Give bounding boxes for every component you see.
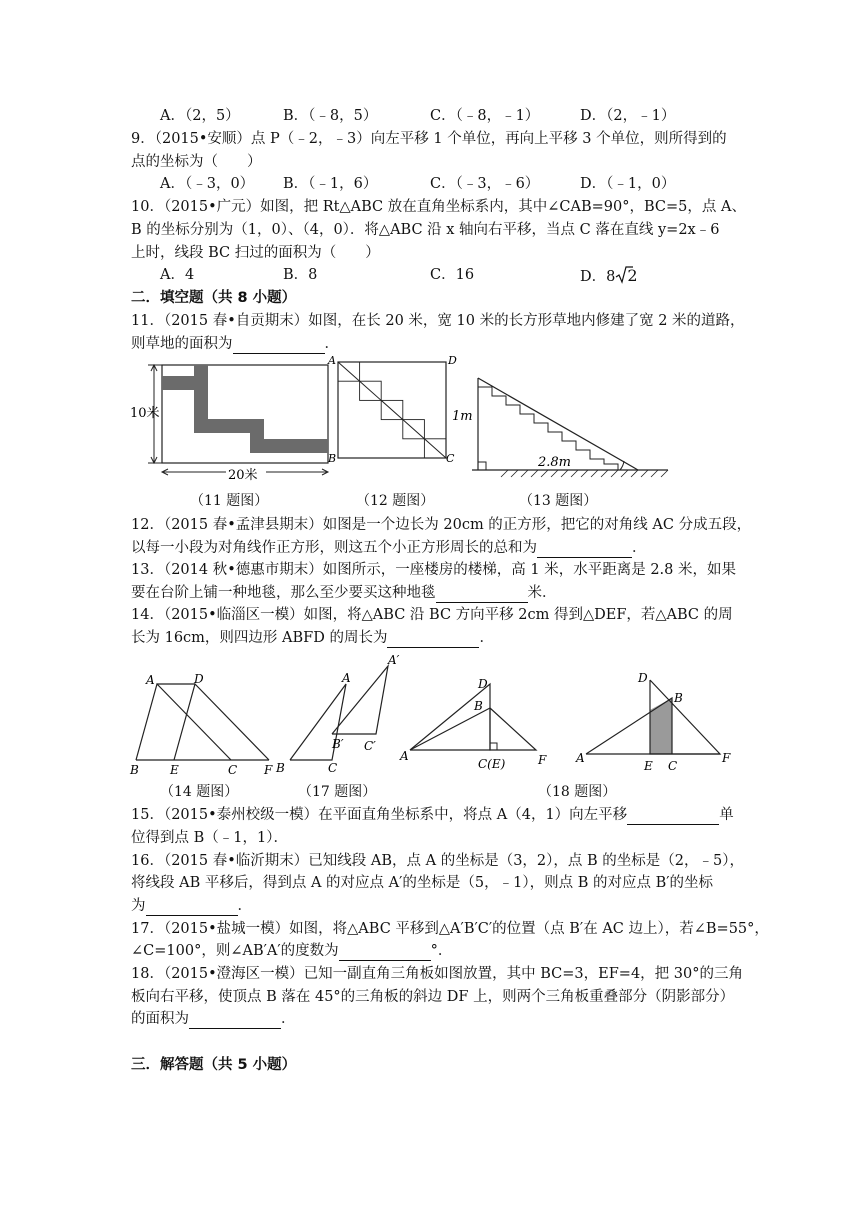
- q15-line1-text: 15．（2015•泰州校级一模）在平面直角坐标系中，将点 A（4，1）向左平移: [131, 807, 628, 823]
- q9-option-a: A．（﹣3，0）: [160, 176, 255, 192]
- q12-answer-blank[interactable]: [537, 541, 632, 558]
- q10-line3: 上时，线段 BC 扫过的面积为（ ）: [131, 245, 380, 261]
- caption-fig18: （18 题图）: [538, 784, 617, 800]
- q8-option-c: C．（﹣8，﹣1）: [430, 108, 540, 124]
- q9-line1: 9．（2015•安顺）点 P（﹣2，﹣3）向左平移 1 个单位，再向上平移 3 个单位，则所得到的: [131, 131, 727, 147]
- fig18a-label-d: D: [478, 677, 488, 691]
- fig14-label-d: D: [194, 672, 204, 686]
- q9-option-d: D．（﹣1，0）: [580, 176, 676, 192]
- fig14-triangle-def: [174, 684, 269, 760]
- q13-line2: [131, 583, 557, 603]
- figure-11: [128, 357, 337, 487]
- q12-line2-text: 以每一小段为对角线作正方形，则这五个小正方形周长的总和为: [131, 540, 537, 556]
- q10-option-b: B．8: [283, 267, 318, 283]
- q16-line3: [131, 896, 252, 916]
- q10-option-a: A．4: [160, 267, 195, 283]
- caption-fig17: （17 题图）: [298, 784, 377, 800]
- fig12-diagonal-ac: [338, 362, 446, 458]
- fig18b-shaded-overlap: [650, 698, 672, 754]
- fig17-label-b1: B′: [332, 737, 344, 751]
- fig14-label-e: E: [170, 763, 179, 777]
- q10-sqrt-arg: 2: [627, 266, 638, 285]
- caption-fig11: （11 题图）: [190, 493, 269, 509]
- q14-line1: 14．（2015•临淄区一模）如图，将△ABC 沿 BC 方向平移 2cm 得到△DEF，若△ABC 的周: [131, 607, 733, 623]
- fig13-ground-hatching: [501, 470, 668, 477]
- q10-option-d: [580, 265, 638, 287]
- fig13-label-height: 1m: [452, 409, 473, 424]
- fig14-label-b: B: [130, 763, 139, 777]
- fig18a-label-ce: C(E): [478, 757, 506, 771]
- q11-answer-blank[interactable]: [233, 337, 325, 354]
- fig13-label-length: 2.8m: [538, 455, 572, 470]
- fig14-triangle-abc: [136, 684, 231, 760]
- fig13-angle-arc: [620, 461, 624, 470]
- q14-answer-blank[interactable]: [387, 631, 479, 648]
- q17-answer-blank[interactable]: [339, 944, 431, 961]
- q14-line2-text: 长为 16cm，则四边形 ABFD 的周长为: [131, 630, 388, 646]
- q13-answer-blank[interactable]: [436, 586, 528, 603]
- fig13-right-angle: [478, 462, 486, 470]
- q18-line1: 18．（2015•澄海区一模）已知一副直角三角板如图放置，其中 BC=3，EF=4，把 30°的三角: [131, 966, 743, 982]
- q15-line1-end: 单: [719, 807, 734, 823]
- q15-line1: [131, 805, 734, 825]
- q11-line2-text: 则草地的面积为: [131, 336, 233, 352]
- q10-line1: 10．（2015•广元）如图，把 Rt△ABC 放在直角坐标系内，其中∠CAB=90°，BC=5，点 A、: [131, 199, 746, 215]
- q9-option-b: B．（﹣1，6）: [283, 176, 378, 192]
- section2-title: 二．填空题（共 8 小题）: [131, 290, 297, 306]
- fig17-triangle-a1b1c1: [332, 666, 388, 734]
- q16-line3-text: 为: [131, 898, 146, 914]
- fig12-label-a: A: [328, 354, 336, 367]
- q8-option-a: A．（2，5）: [160, 108, 240, 124]
- fig12-label-b: B: [328, 452, 337, 464]
- fig18b-label-b: B: [674, 691, 683, 705]
- q15-answer-blank[interactable]: [627, 808, 719, 825]
- q13-line2-text: 要在台阶上铺一种地毯，那么至少要买这种地毯: [131, 585, 436, 601]
- fig17-label-b: B: [276, 761, 285, 775]
- fig18b-label-d: D: [638, 671, 648, 685]
- q16-line1: 16．（2015 春•临沂期末）已知线段 AB，点 A 的坐标是（3，2），点 B 的坐标是（2，﹣5），: [131, 853, 744, 869]
- caption-fig12: （12 题图）: [356, 493, 435, 509]
- fig18a-label-f: F: [538, 753, 547, 767]
- fig17-label-c: C: [328, 761, 338, 775]
- q18-line3-text: 的面积为: [131, 1011, 189, 1027]
- q18-line3: [131, 1009, 296, 1029]
- section3-title: 三．解答题（共 5 小题）: [131, 1057, 297, 1073]
- fig12-label-c: C: [446, 452, 455, 464]
- q10-line2: B 的坐标分别为（1，0）、（4，0）．将△ABC 沿 x 轴向右平移，当点 C 落在直线 y=2x﹣6: [131, 222, 720, 238]
- q12-line2-end: ．: [632, 540, 647, 556]
- q16-answer-blank[interactable]: [146, 899, 238, 916]
- caption-fig13: （13 题图）: [519, 493, 598, 509]
- q12-line2: [131, 538, 647, 558]
- fig17-label-c1: C′: [364, 739, 376, 753]
- q12-line1: 12．（2015 春•孟津县期末）如图是一个边长为 20cm 的正方形，把它的对角线 AC 分成五段，: [131, 517, 752, 533]
- q8-option-b: B．（﹣8，5）: [283, 108, 378, 124]
- q9-line2: 点的坐标为（ ）: [131, 154, 262, 170]
- figure-14: [124, 668, 284, 778]
- q11-line2-end: ．: [324, 336, 339, 352]
- fig18b-label-f: F: [722, 751, 731, 765]
- q11-line1: 11．（2015 春•自贡期末）如图，在长 20 米，宽 10 米的长方形草地内修建了宽 2 米的道路，: [131, 313, 745, 329]
- figure-13: [448, 370, 674, 480]
- fig17-label-a1: A′: [388, 653, 400, 667]
- fig11-label-20m: 20米: [228, 468, 258, 483]
- q18-line3-end: ．: [281, 1011, 296, 1027]
- q10-option-c: C．16: [430, 267, 475, 283]
- q17-line2-end: °．: [430, 943, 453, 959]
- q18-line2: 板向右平移，使顶点 B 落在 45°的三角板的斜边 DF 上，则两个三角板重叠部分（阴影部分）: [131, 989, 735, 1005]
- figure-18b: [572, 666, 742, 778]
- fig18a-segment-ab: [410, 708, 490, 750]
- q14-line2: [131, 628, 494, 648]
- q17-line2-text: ∠C=100°，则∠AB′A′的度数为: [131, 943, 339, 959]
- fig18a-right-angle: [490, 743, 497, 750]
- figure-17: [272, 650, 412, 778]
- q14-line2-end: ．: [479, 630, 494, 646]
- q13-line2-end: 米．: [527, 585, 557, 601]
- q18-answer-blank[interactable]: [189, 1012, 281, 1029]
- fig18b-label-e: E: [644, 759, 653, 773]
- fig18a-label-b: B: [474, 699, 483, 713]
- fig18b-label-c: C: [668, 759, 678, 773]
- q13-line1: 13．（2014 秋•德惠市期末）如图所示，一座楼房的楼梯，高 1 米，水平距离是 2.8 米，如果: [131, 562, 736, 578]
- q15-line2: 位得到点 B（﹣1，1）．: [131, 830, 288, 846]
- caption-fig14: （14 题图）: [160, 784, 239, 800]
- fig11-label-10m: 10米: [130, 406, 160, 421]
- q10-option-d-label: D．8: [580, 269, 616, 285]
- figure-18a: [396, 668, 572, 780]
- fig17-label-a: A: [342, 671, 351, 685]
- q16-line3-end: ．: [237, 898, 252, 914]
- fig12-label-d: D: [448, 354, 457, 367]
- fig18a-label-a: A: [400, 749, 409, 763]
- fig18b-label-a: A: [576, 751, 585, 765]
- q9-option-c: C．（﹣3，﹣6）: [430, 176, 540, 192]
- fig14-label-f: F: [264, 763, 273, 777]
- figure-12: [322, 352, 462, 464]
- q17-line1: 17．（2015•盐城一模）如图，将△ABC 平移到△A′B′C′的位置（点 B′在 AC 边上），若∠B=55°，: [131, 921, 769, 937]
- q17-line2: [131, 941, 452, 961]
- fig14-label-c: C: [228, 763, 238, 777]
- q11-line2: [131, 334, 339, 354]
- fig14-label-a: A: [146, 673, 155, 687]
- fig18a-triangle-45: [410, 684, 490, 750]
- q16-line2: 将线段 AB 平移后，得到点 A 的对应点 A′的坐标是（5，﹣1），则点 B 的对应点 B′的坐标: [131, 875, 714, 891]
- q8-option-d: D．（2，﹣1）: [580, 108, 676, 124]
